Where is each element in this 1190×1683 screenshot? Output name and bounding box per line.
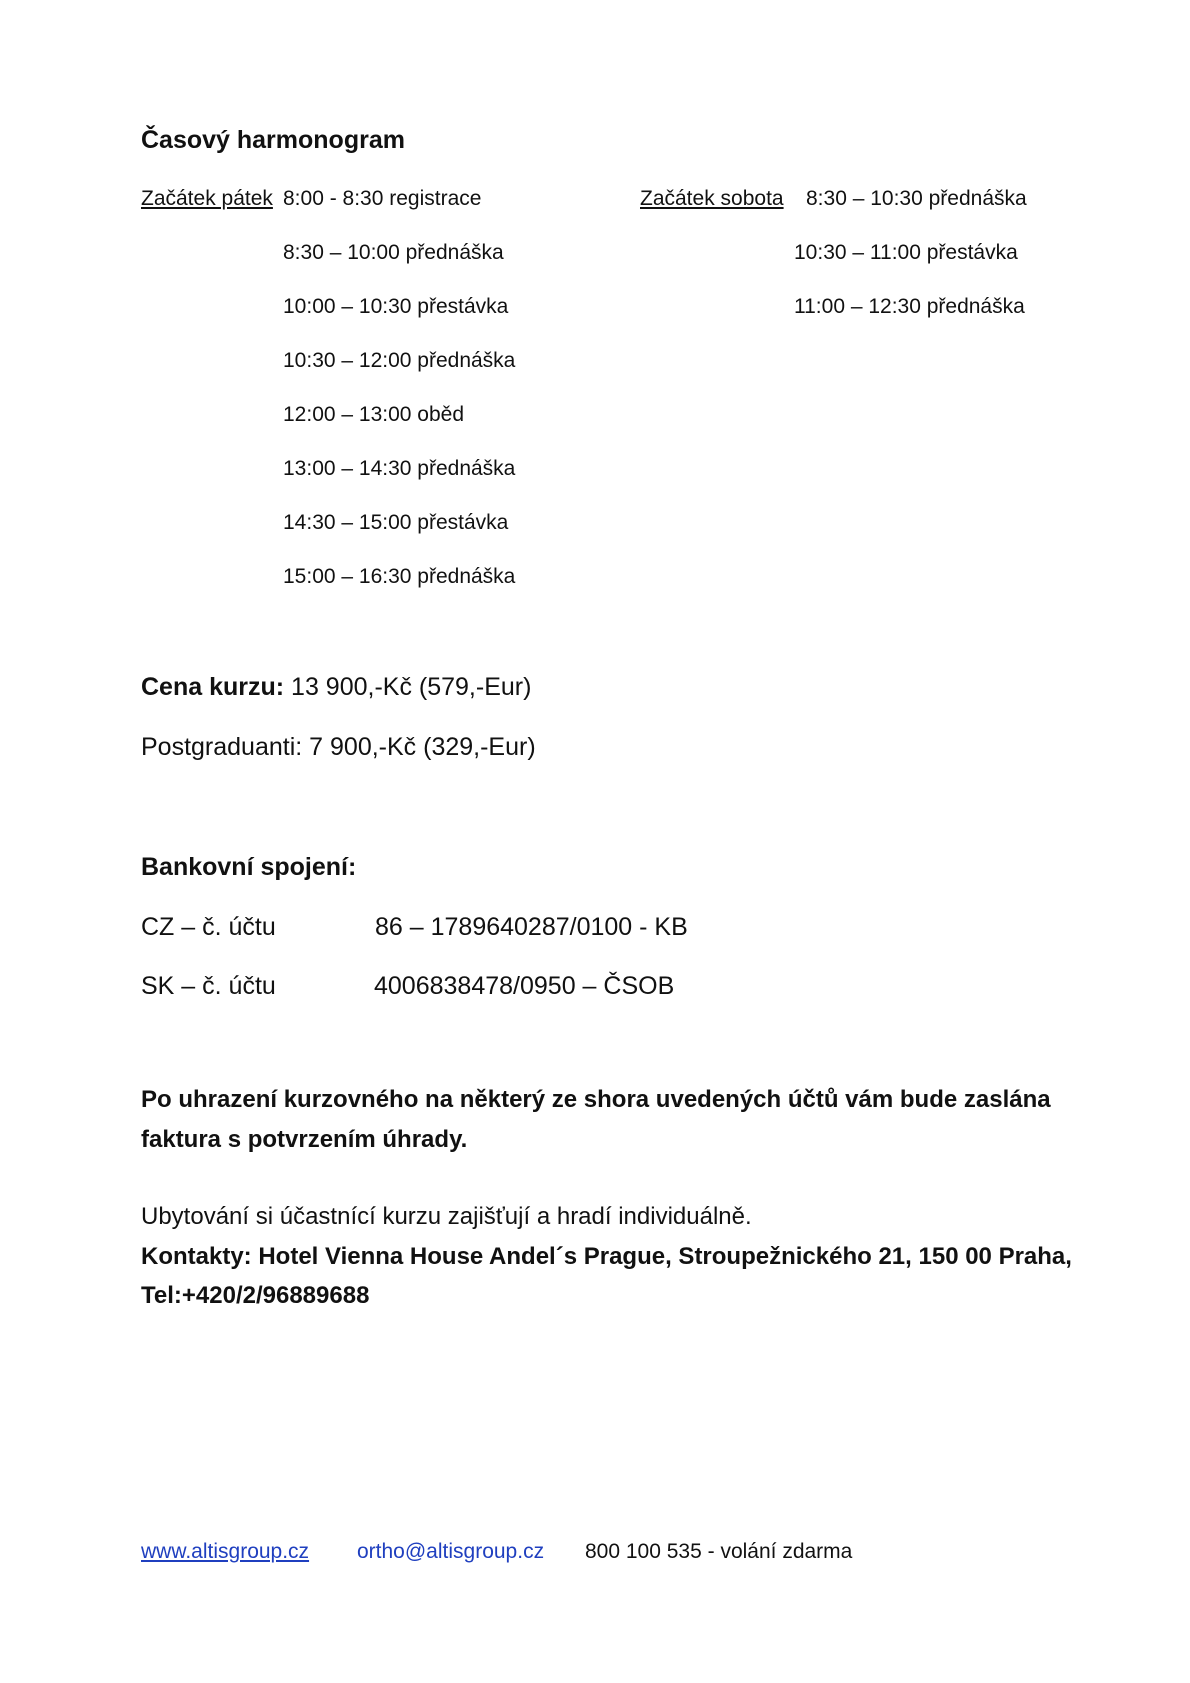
friday-item: 8:00 - 8:30 registrace [283,187,482,210]
friday-label: Začátek pátek [141,187,273,210]
price-value: 13 900,-Kč (579,-Eur) [284,673,532,701]
bank-cz-number: 86 – 1789640287/0100 - KB [375,913,688,941]
friday-item: 15:00 – 16:30 přednáška [283,565,516,588]
friday-item: 10:30 – 12:00 přednáška [283,349,516,372]
saturday-item: 10:30 – 11:00 přestávka [794,241,1018,264]
payment-note-line: Po uhrazení kurzovného na některý ze shora uvedených účtů vám bude zaslána [141,1086,1051,1113]
lodging-text: Ubytování si účastnící kurzu zajišťují a hradí individuálně. [141,1203,752,1230]
bank-cz-label: CZ – č. účtu [141,913,276,941]
saturday-item: 11:00 – 12:30 přednáška [794,295,1025,318]
schedule-heading: Časový harmonogram [141,126,405,154]
bank-sk-number: 4006838478/0950 – ČSOB [374,972,675,1000]
friday-item: 8:30 – 10:00 přednáška [283,241,504,264]
contacts-phone: Tel:+420/2/96889688 [141,1282,370,1309]
contacts-line: Kontakty: Hotel Vienna House Andel´s Prague, Stroupežnického 21, 150 00 Praha, [141,1243,1072,1270]
bank-heading: Bankovní spojení: [141,853,357,881]
friday-item: 14:30 – 15:00 přestávka [283,511,509,534]
friday-item: 12:00 – 13:00 oběd [283,403,465,426]
price-label: Cena kurzu: [141,673,285,701]
friday-item: 13:00 – 14:30 přednáška [283,457,516,480]
course-price [141,673,531,702]
postgrad-price: Postgraduanti: 7 900,-Kč (329,-Eur) [141,733,536,761]
saturday-item: 8:30 – 10:30 přednáška [806,187,1027,210]
email-link[interactable]: ortho@altisgroup.cz [357,1540,545,1563]
bank-sk-label: SK – č. účtu [141,972,276,1000]
friday-item: 10:00 – 10:30 přestávka [283,295,509,318]
payment-note-line: faktura s potvrzením úhrady. [141,1126,468,1153]
footer-phone: 800 100 535 - volání zdarma [585,1540,853,1563]
website-link[interactable]: www.altisgroup.cz [141,1540,310,1563]
saturday-label: Začátek sobota [640,187,784,210]
